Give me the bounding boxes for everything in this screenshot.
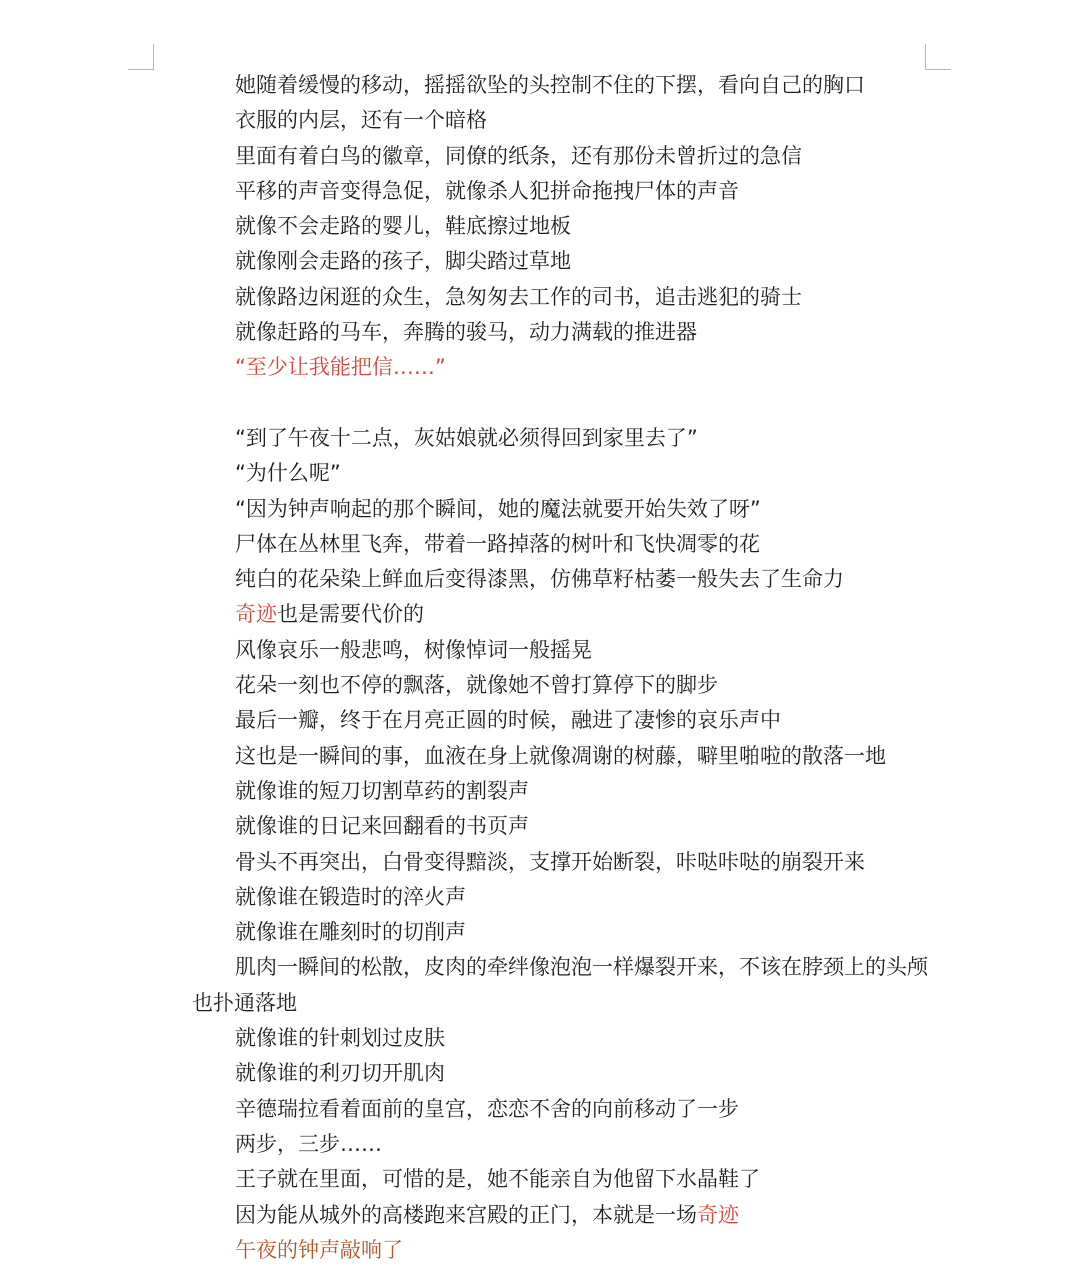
- document-body: [192, 68, 932, 1268]
- text-line-5: 就像不会走路的婴儿，鞋底擦过地板: [235, 214, 571, 239]
- highlighted-quote: “至少让我能把信……”: [235, 355, 446, 380]
- text-line-28: 就像谁的利刃切开肌肉: [235, 1061, 445, 1086]
- text-line-22: 就像谁的日记来回翻看的书页声: [235, 814, 529, 839]
- text-line-13: “因为钟声响起的那个瞬间，她的魔法就要开始失效了呀”: [235, 496, 761, 521]
- text-line-26: 肌肉一瞬间的松散，皮肉的牵绊像泡泡一样爆裂开来，不该在脖颈上的头颅也扑通落地: [192, 955, 928, 1015]
- text-line-33: [192, 1233, 932, 1268]
- text-line-25: 就像谁在雕刻时的切削声: [235, 920, 466, 945]
- margin-corner-mark-left: [128, 44, 154, 70]
- margin-corner-mark-right: [925, 44, 951, 70]
- highlighted-final-line: 午夜的钟声敲响了: [235, 1237, 403, 1262]
- text-line-21: 就像谁的短刀切割草药的割裂声: [235, 778, 529, 803]
- text-line-32: 因为能从城外的高楼跑来宫殿的正门，本就是一场奇迹: [235, 1202, 739, 1227]
- text-line-29: 辛德瑞拉看着面前的皇宫，恋恋不舍的向前移动了一步: [235, 1096, 739, 1121]
- text-line-6: 就像刚会走路的孩子，脚尖踏过草地: [235, 249, 571, 274]
- text-line-24: 就像谁在锻造时的淬火声: [235, 884, 466, 909]
- text-line-17: 风像哀乐一般悲鸣，树像悼词一般摇晃: [235, 637, 592, 662]
- text-line-15: 纯白的花朵染上鲜血后变得漆黑，仿佛草籽枯萎一般失去了生命力: [235, 567, 844, 592]
- text-line-8: 就像赶路的马车，奔腾的骏马，动力满载的推进器: [235, 320, 697, 345]
- text-line-18: 花朵一刻也不停的飘落，就像她不曾打算停下的脚步: [235, 673, 718, 698]
- highlighted-word: 奇迹: [235, 602, 277, 627]
- text-line-16: 奇迹也是需要代价的: [235, 602, 424, 627]
- text-line-11: “到了午夜十二点，灰姑娘就必须得回到家里去了”: [235, 425, 698, 450]
- text-line-2: 衣服的内层，还有一个暗格: [235, 108, 487, 133]
- text-line-9: [192, 350, 932, 385]
- text-line-7: 就像路边闲逛的众生，急匆匆去工作的司书，追击逃犯的骑士: [235, 284, 802, 309]
- blank-line: [192, 386, 932, 421]
- text-line-14: 尸体在丛林里飞奔，带着一路掉落的树叶和飞快凋零的花: [235, 531, 760, 556]
- text-line-30: 两步，三步……: [235, 1131, 382, 1156]
- text-line-23: 骨头不再突出，白骨变得黯淡，支撑开始断裂，咔哒咔哒的崩裂开来: [235, 849, 865, 874]
- highlighted-word: 奇迹: [697, 1202, 739, 1227]
- text-line-20: 这也是一瞬间的事，血液在身上就像凋谢的树藤，噼里啪啦的散落一地: [235, 743, 886, 768]
- text-line-19: 最后一瓣，终于在月亮正圆的时候，融进了凄惨的哀乐声中: [235, 708, 781, 733]
- text-line-31: 王子就在里面，可惜的是，她不能亲自为他留下水晶鞋了: [235, 1167, 760, 1192]
- text-line-12: “为什么呢”: [235, 461, 341, 486]
- text-line-3: 里面有着白鸟的徽章，同僚的纸条，还有那份未曾折过的急信: [235, 143, 802, 168]
- text-line-27: 就像谁的针刺划过皮肤: [235, 1026, 445, 1051]
- text-line-4: 平移的声音变得急促，就像杀人犯拼命拖拽尸体的声音: [235, 178, 739, 203]
- text-line-1: 她随着缓慢的移动，摇摇欲坠的头控制不住的下摆，看向自己的胸口: [235, 73, 865, 97]
